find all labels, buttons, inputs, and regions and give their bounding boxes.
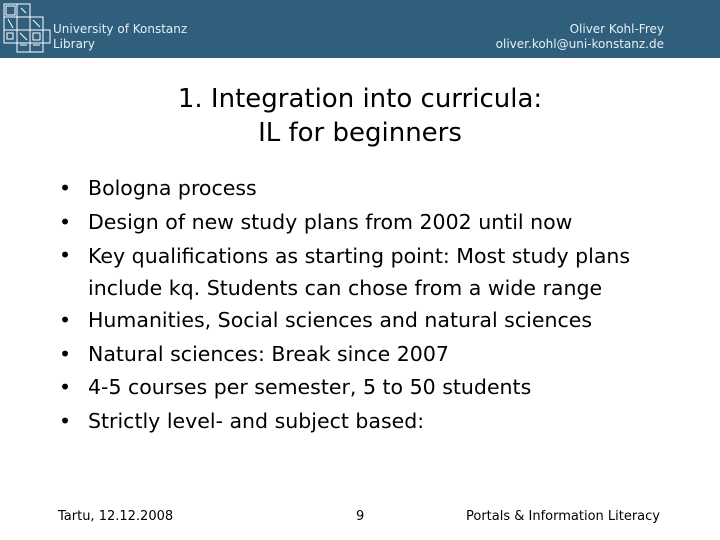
slide-title-line-2: IL for beginners	[258, 118, 462, 148]
bullet-icon: •	[58, 308, 72, 333]
bullet-text: Design of new study plans from 2002 until now	[88, 209, 573, 234]
bullet-text: Natural sciences: Break since 2007	[88, 341, 449, 366]
slide-title-line-1: 1. Integration into curricula:	[177, 84, 543, 114]
author-name: Oliver Kohl-Frey	[569, 22, 664, 36]
bullet-item	[58, 172, 678, 206]
bullet-list	[58, 172, 678, 439]
bullet-icon: •	[58, 341, 72, 366]
footer-date: Tartu, 12.12.2008	[58, 509, 174, 524]
bullet-item	[58, 338, 678, 372]
bullet-text: Humanities, Social sciences and natural sciences	[88, 308, 593, 333]
bullet-item	[58, 239, 678, 304]
bullet-icon: •	[58, 408, 72, 433]
bullet-icon: •	[58, 375, 72, 400]
footer-page-number: 9	[356, 509, 365, 524]
institution-line-1: University of Konstanz	[53, 22, 188, 36]
bullet-text: Key qualifications as starting point: Most study plans include kq. Students can chose from a wide range	[88, 244, 631, 301]
slide-title	[40, 82, 680, 150]
bullet-icon: •	[58, 243, 72, 268]
bullet-item	[58, 371, 678, 405]
bullet-icon: •	[58, 209, 72, 234]
bullet-item	[58, 206, 678, 240]
university-logo-icon	[3, 3, 51, 53]
slide-header	[0, 0, 720, 58]
bullet-item	[58, 304, 678, 338]
bullet-item	[58, 405, 678, 439]
bullet-text: Strictly level- and subject based:	[88, 408, 425, 433]
bullet-icon: •	[58, 176, 72, 200]
author-info	[496, 22, 664, 52]
bullet-text: 4-5 courses per semester, 5 to 50 students	[88, 375, 532, 400]
footer-talk-title: Portals & Information Literacy	[465, 509, 660, 524]
author-email: oliver.kohl@uni-konstanz.de	[495, 37, 664, 51]
bullet-text: Bologna process	[88, 176, 257, 200]
institution-name	[53, 22, 187, 52]
institution-line-2: Library	[53, 37, 95, 51]
